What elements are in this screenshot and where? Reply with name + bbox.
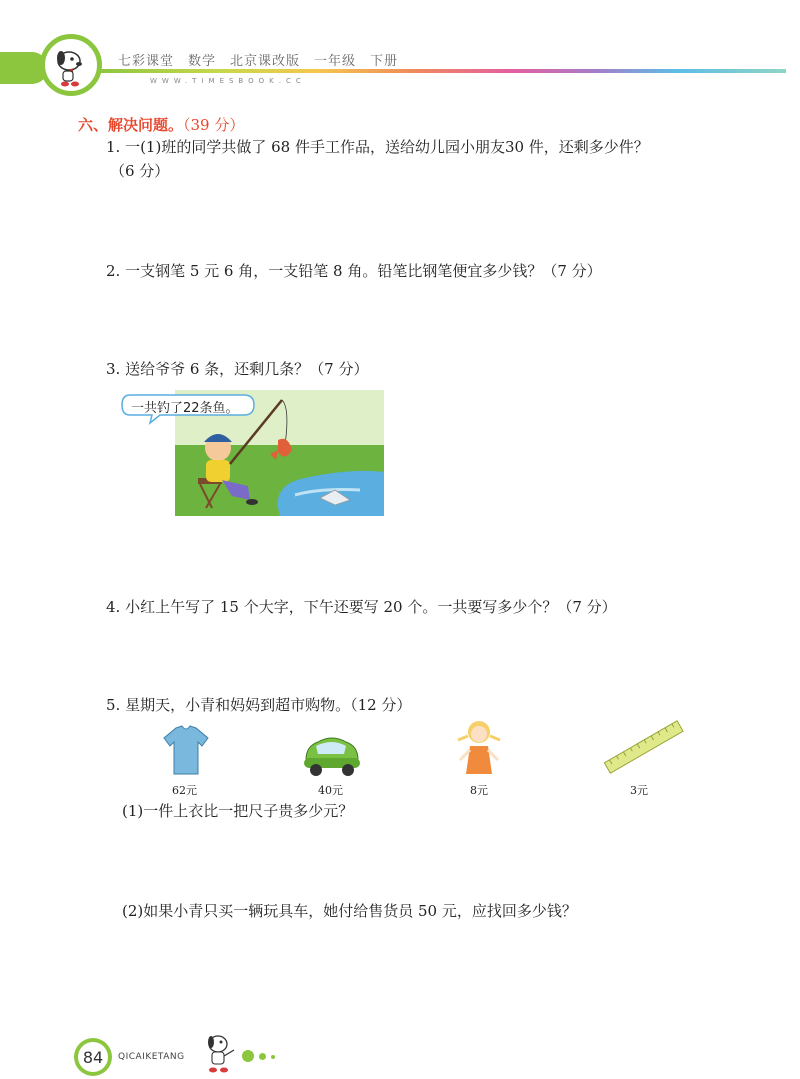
footer-dot-large [242, 1050, 254, 1062]
page-number-badge [74, 1038, 112, 1076]
footer-brand: QICAIKETANG [118, 1052, 185, 1062]
publisher-url: WWW.TIMESBOOK.CC [150, 77, 306, 85]
question-5: 5. 星期天，小青和妈妈到超市购物。（12 分） [106, 696, 412, 714]
dog-mascot-footer-icon [200, 1030, 240, 1076]
ruler-price: 3元 [630, 784, 648, 797]
question-3: 3. 送给爷爷 6 条，还剩几条？（7 分） [106, 360, 369, 378]
shirt-price: 62元 [172, 784, 197, 797]
section-title-text: 六、解决问题。 [78, 116, 184, 134]
shirt-icon [162, 724, 210, 776]
speech-bubble-text: 一共钓了22条鱼。 [131, 401, 239, 416]
question-2: 2. 一支钢笔 5 元 6 角，一支铅笔 8 角。铅笔比钢笔便宜多少钱？（7 分） [106, 262, 602, 280]
book-series-title: 七彩课堂 数学 北京课改版 一年级 下册 [118, 54, 399, 69]
dog-mascot-icon [45, 39, 97, 91]
subquestion-2: (2)如果小青只买一辆玩具车，她付给售货员 50 元，应找回多少钱？ [122, 902, 577, 920]
question-4: 4. 小红上午写了 15 个大字，下午还要写 20 个。一共要写多少个？（7 分） [106, 598, 617, 616]
section-title [78, 114, 244, 135]
footer-dot-small [271, 1055, 275, 1059]
mascot-badge [40, 34, 102, 96]
doll-icon [454, 716, 504, 780]
question-1-points: （6 分） [110, 162, 170, 180]
toy-car-icon [300, 730, 364, 778]
toy-car-price: 40元 [318, 784, 343, 797]
section-points: （39 分） [183, 116, 245, 134]
doll-price: 8元 [470, 784, 488, 797]
page-number: 84 [78, 1042, 108, 1072]
footer-dot-medium [259, 1053, 266, 1060]
subquestion-1: (1)一件上衣比一把尺子贵多少元？ [122, 802, 354, 820]
question-1: 1. 一(1)班的同学共做了 68 件手工作品，送给幼儿园小朋友30 件，还剩多少件？ [106, 138, 649, 156]
header-rainbow-bar [96, 69, 786, 73]
ruler-icon [596, 716, 686, 780]
